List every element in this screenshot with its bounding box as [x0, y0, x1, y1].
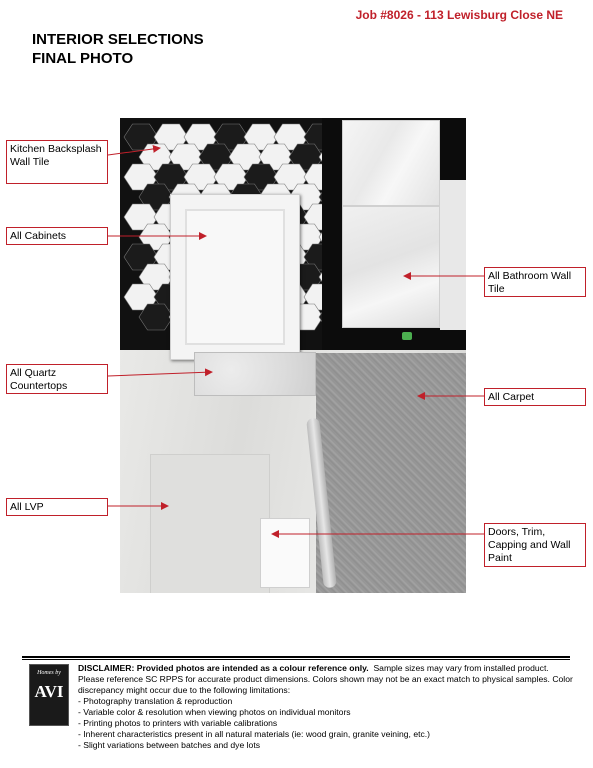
cabinet-door-sample [170, 194, 300, 360]
callout-lvp: All LVP [6, 498, 108, 516]
callout-quartz: All Quartz Countertops [6, 364, 108, 394]
disclaimer [78, 663, 574, 751]
green-badge [402, 332, 412, 340]
quartz-sample [194, 352, 316, 396]
lvp-plank [150, 454, 270, 593]
title-line-1: INTERIOR SELECTIONS [32, 31, 204, 48]
disclaimer-item: - Photography translation & reproduction [78, 696, 233, 706]
job-number: Job #8026 - 113 Lewisburg Close NE [355, 8, 563, 22]
selections-photo [120, 118, 466, 593]
disclaimer-item: - Printing photos to printers with variable calibrations [78, 718, 278, 728]
callout-cabinets: All Cabinets [6, 227, 108, 245]
bathroom-tile-sample-bottom [342, 206, 440, 328]
disclaimer-list [78, 696, 574, 751]
bathroom-tile-sample-top [342, 120, 440, 206]
carpet-sample [316, 353, 466, 593]
logo-text-top: Homes by [37, 670, 61, 676]
paint-card [260, 518, 310, 588]
wall-strip [440, 180, 466, 330]
cabinet-panel [185, 209, 285, 345]
callout-paint: Doors, Trim, Capping and Wall Paint [484, 523, 586, 567]
title-line-2: FINAL PHOTO [32, 50, 134, 67]
divider [22, 656, 570, 658]
callout-kitchen-backsplash: Kitchen Backsplash Wall Tile [6, 140, 108, 184]
company-logo [29, 664, 69, 726]
disclaimer-heading: DISCLAIMER: Provided photos are intended as a colour reference only. [78, 663, 369, 673]
disclaimer-intro [78, 663, 574, 696]
disclaimer-item: - Variable color & resolution when viewing photos on individual monitors [78, 707, 351, 717]
callout-carpet: All Carpet [484, 388, 586, 406]
page-title [32, 30, 204, 68]
logo-text-main: AVI [34, 682, 64, 701]
disclaimer-item: - Inherent characteristics present in all natural materials (ie: wood grain, granite veining, etc.) [78, 729, 431, 739]
disclaimer-item: - Slight variations between batches and dye lots [78, 740, 261, 750]
disclaimer-body: Sample sizes may vary from installed product. Please reference SC RPPS for accurate product dimensions. Colors shown may not be an exact match to physical samples. Color discrepancy might occur due to the following limitations: [78, 663, 573, 695]
divider-thin [22, 659, 570, 660]
callout-bathroom-wall-tile: All Bathroom Wall Tile [484, 267, 586, 297]
